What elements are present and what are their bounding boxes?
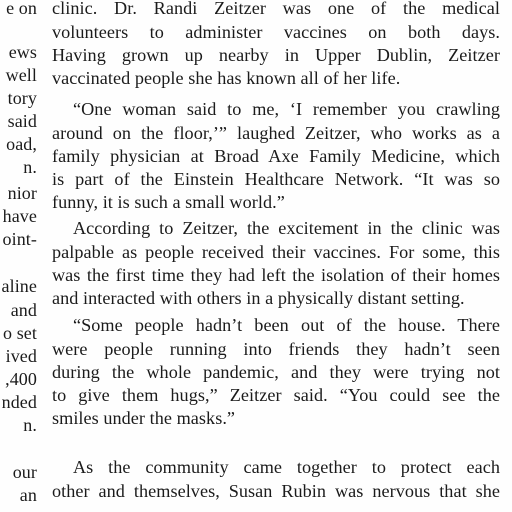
article-line: to give them hugs,” Zeitzer said. “You could see the <box>52 385 500 405</box>
article-body <box>52 0 500 512</box>
article-line: palpable as people received their vaccines. For some, this <box>52 242 500 262</box>
article-line: is part of the Einstein Healthcare Network. “It was so <box>52 169 500 189</box>
left-column-line: oad, <box>6 134 37 154</box>
left-column-line: e on <box>6 0 37 18</box>
left-column-line: oint- <box>2 229 37 249</box>
left-column-line: n. <box>23 157 37 177</box>
left-column-line: our <box>12 462 37 482</box>
article-line: vaccinated people she has known all of her life. <box>52 68 401 88</box>
left-column-line: tory <box>7 88 37 108</box>
left-column-line: o set <box>3 323 37 343</box>
article-line: smiles under the masks.” <box>52 408 236 428</box>
article-line: clinic. Dr. Randi Zeitzer was one of the medical <box>52 0 500 18</box>
article-line: other and themselves, Susan Rubin was nervous that she <box>52 481 500 501</box>
article-line: “Some people hadn’t been out of the house. There <box>73 315 500 335</box>
article-line: According to Zeitzer, the excitement in the clinic was <box>73 218 500 238</box>
left-column-line: said <box>7 111 37 131</box>
article-line: volunteers to administer vaccines on both days. <box>52 22 500 42</box>
left-column-line: and <box>10 300 37 320</box>
left-column-fragment <box>0 0 37 512</box>
article-line: funny, it is such a small world.” <box>52 192 285 212</box>
article-line: during the whole pandemic, and they were trying not <box>52 362 500 382</box>
article-line: were people running into friends they hadn’t seen <box>52 339 500 359</box>
left-column-line: have <box>2 206 37 226</box>
left-column-line: aline <box>1 276 37 296</box>
left-column-line: ,400 <box>5 369 37 389</box>
left-column-line: nded <box>1 392 37 412</box>
left-column-line: n. <box>23 415 37 435</box>
article-line: was the first time they had left the isolation of their homes <box>52 265 500 285</box>
article-line: and interacted with others in a physically distant setting. <box>52 288 465 308</box>
left-column-line: an <box>19 485 37 505</box>
article-line: “One woman said to me, ‘I remember you crawling <box>73 99 500 119</box>
article-line: family physician at Broad Axe Family Medicine, which <box>52 146 500 166</box>
left-column-line: well <box>5 65 37 85</box>
left-column-line: ived <box>5 346 37 366</box>
left-column-line: nior <box>7 183 37 203</box>
article-line: around on the floor,’” laughed Zeitzer, who works as a <box>52 123 500 143</box>
article-line: Having grown up nearby in Upper Dublin, Zeitzer <box>52 45 500 65</box>
article-line: As the community came together to protect each <box>73 457 500 477</box>
left-column-line: ews <box>8 42 37 62</box>
